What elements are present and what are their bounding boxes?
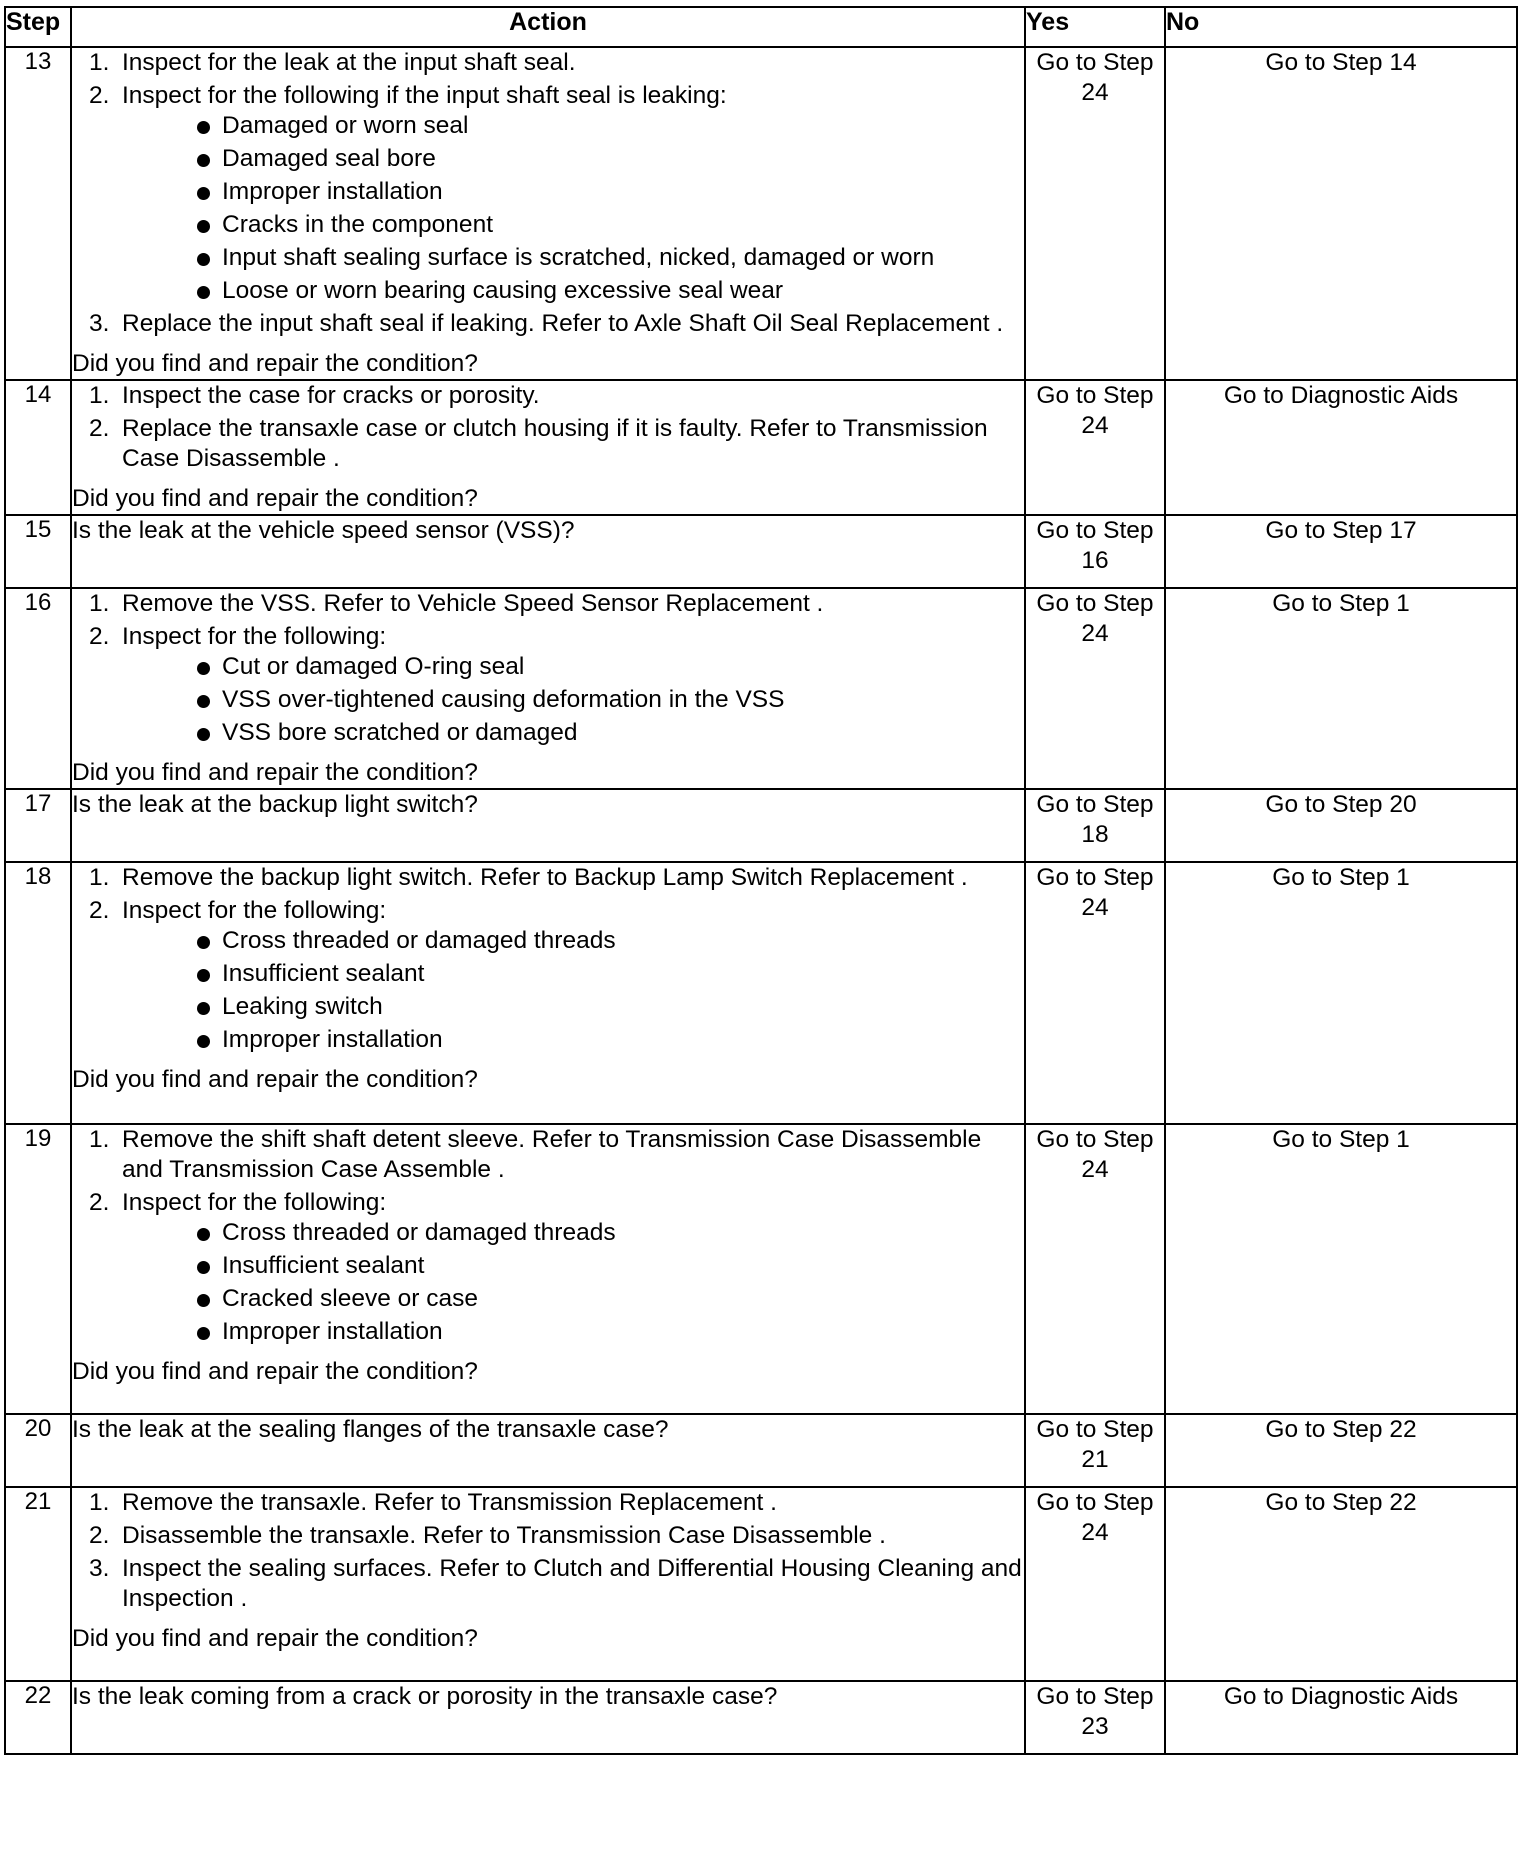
- bullet-icon: [197, 728, 210, 741]
- no-result: Go to Step 17: [1165, 515, 1517, 588]
- action-cell: [71, 1414, 1025, 1487]
- action-cell: [71, 515, 1025, 588]
- yes-result: Go to Step 24: [1025, 1487, 1165, 1681]
- action-cell: [71, 1487, 1025, 1681]
- bullet-item: Loose or worn bearing causing excessive seal wear: [122, 276, 1024, 306]
- inspection-list: [122, 111, 1024, 306]
- bullet-icon: [197, 154, 210, 167]
- table-row: [5, 789, 1517, 862]
- step-number: 15: [5, 515, 71, 588]
- table-row: [5, 588, 1517, 789]
- step-number: 18: [5, 862, 71, 1124]
- action-item: 1. Remove the transaxle. Refer to Transmission Replacement .: [89, 1489, 777, 1516]
- action-item: 2. Inspect for the following: Cross threaded or damaged threads Insufficient sealant Cracked sleeve or case Improper installation: [72, 1188, 1024, 1347]
- action-cell: [71, 380, 1025, 515]
- no-result: Go to Step 22: [1165, 1487, 1517, 1681]
- step-number: 16: [5, 588, 71, 789]
- bullet-icon: [197, 1228, 210, 1241]
- no-result: Go to Step 1: [1165, 1124, 1517, 1414]
- bullet-icon: [197, 936, 210, 949]
- table-row: [5, 1414, 1517, 1487]
- step-number: 20: [5, 1414, 71, 1487]
- action-steps: [72, 381, 1024, 474]
- action-item: 2. Inspect for the following: Cut or damaged O-ring seal VSS over-tightened causing deformation in the VSS VSS bore scratched or damaged: [72, 622, 1024, 748]
- action-steps: [72, 863, 1024, 1055]
- no-result: Go to Step 22: [1165, 1414, 1517, 1487]
- inspection-list: [122, 926, 1024, 1055]
- bullet-item: Damaged or worn seal: [122, 111, 1024, 141]
- bullet-item: Improper installation: [122, 1025, 1024, 1055]
- yes-result: Go to Step 24: [1025, 1124, 1165, 1414]
- step-number: 14: [5, 380, 71, 515]
- action-item: 2. Inspect for the following if the input shaft seal is leaking: Damaged or worn seal Damaged seal bore Improper installation Cracks in the component Input shaft sealing surface is scratched, nicked, damaged or worn Loose or worn bearing causing excessive seal wear: [72, 81, 1024, 306]
- action-item: 1. Remove the VSS. Refer to Vehicle Speed Sensor Replacement .: [89, 590, 824, 617]
- bullet-item: Cut or damaged O-ring seal: [122, 652, 1024, 682]
- bullet-item: Input shaft sealing surface is scratched, nicked, damaged or worn: [122, 243, 1024, 273]
- table-row: [5, 515, 1517, 588]
- yes-result: Go to Step 24: [1025, 47, 1165, 380]
- action-cell: [71, 588, 1025, 789]
- action-steps: [72, 48, 1024, 339]
- condition-question: Did you find and repair the condition?: [72, 485, 478, 512]
- diagnostic-table-container: [4, 6, 1516, 1755]
- step-number: 21: [5, 1487, 71, 1681]
- bullet-icon: [197, 286, 210, 299]
- header-no: No: [1165, 7, 1517, 47]
- bullet-icon: [197, 1035, 210, 1048]
- condition-question: Is the leak at the vehicle speed sensor (VSS)?: [72, 517, 575, 544]
- condition-question: Is the leak at the backup light switch?: [72, 791, 478, 818]
- bullet-icon: [197, 1002, 210, 1015]
- table-row: [5, 862, 1517, 1124]
- bullet-item: VSS bore scratched or damaged: [122, 718, 1024, 748]
- bullet-item: Improper installation: [122, 177, 1024, 207]
- bullet-icon: [197, 969, 210, 982]
- action-item: 3. Replace the input shaft seal if leaking. Refer to Axle Shaft Oil Seal Replacement .: [89, 310, 1004, 337]
- bullet-item: Insufficient sealant: [122, 1251, 1024, 1281]
- action-item: 1. Inspect for the leak at the input shaft seal.: [89, 49, 576, 76]
- bullet-icon: [197, 1327, 210, 1340]
- step-number: 22: [5, 1681, 71, 1754]
- action-item: 1. Remove the backup light switch. Refer to Backup Lamp Switch Replacement .: [89, 864, 968, 891]
- action-steps: [72, 589, 1024, 748]
- yes-result: Go to Step 24: [1025, 588, 1165, 789]
- condition-question: Did you find and repair the condition?: [72, 1625, 478, 1652]
- bullet-icon: [197, 1261, 210, 1274]
- action-cell: [71, 789, 1025, 862]
- action-item: 2. Inspect for the following: Cross threaded or damaged threads Insufficient sealant Leaking switch Improper installation: [72, 896, 1024, 1055]
- condition-question: Did you find and repair the condition?: [72, 1066, 478, 1093]
- action-item: 3. Inspect the sealing surfaces. Refer to Clutch and Differential Housing Cleaning and Inspection .: [89, 1555, 1022, 1612]
- yes-result: Go to Step 16: [1025, 515, 1165, 588]
- no-result: Go to Step 1: [1165, 862, 1517, 1124]
- table-row: [5, 1681, 1517, 1754]
- condition-question: Did you find and repair the condition?: [72, 350, 478, 377]
- action-item: 2. Replace the transaxle case or clutch housing if it is faulty. Refer to Transmission Case Disassemble .: [89, 415, 988, 472]
- bullet-item: Cross threaded or damaged threads: [122, 926, 1024, 956]
- bullet-icon: [197, 220, 210, 233]
- action-steps: [72, 1488, 1024, 1614]
- step-number: 13: [5, 47, 71, 380]
- no-result: Go to Step 20: [1165, 789, 1517, 862]
- action-cell: [71, 47, 1025, 380]
- bullet-item: Damaged seal bore: [122, 144, 1024, 174]
- table-row: [5, 1487, 1517, 1681]
- action-cell: [71, 862, 1025, 1124]
- inspection-list: [122, 652, 1024, 748]
- action-item: 1. Remove the shift shaft detent sleeve. Refer to Transmission Case Disassemble and Transmission Case Assemble .: [89, 1126, 982, 1183]
- bullet-item: Cross threaded or damaged threads: [122, 1218, 1024, 1248]
- header-row: [5, 7, 1517, 47]
- yes-result: Go to Step 21: [1025, 1414, 1165, 1487]
- inspection-list: [122, 1218, 1024, 1347]
- table-row: [5, 1124, 1517, 1414]
- action-item: 1. Inspect the case for cracks or porosity.: [89, 382, 540, 409]
- bullet-item: Improper installation: [122, 1317, 1024, 1347]
- bullet-icon: [197, 695, 210, 708]
- bullet-item: Leaking switch: [122, 992, 1024, 1022]
- no-result: Go to Step 14: [1165, 47, 1517, 380]
- header-action: Action: [71, 7, 1025, 47]
- condition-question: Did you find and repair the condition?: [72, 759, 478, 786]
- bullet-item: VSS over-tightened causing deformation in the VSS: [122, 685, 1024, 715]
- no-result: Go to Step 1: [1165, 588, 1517, 789]
- no-result: Go to Diagnostic Aids: [1165, 1681, 1517, 1754]
- bullet-item: Insufficient sealant: [122, 959, 1024, 989]
- bullet-icon: [197, 253, 210, 266]
- header-step: Step: [5, 7, 71, 47]
- step-number: 17: [5, 789, 71, 862]
- action-item: 2. Disassemble the transaxle. Refer to Transmission Case Disassemble .: [89, 1522, 886, 1549]
- yes-result: Go to Step 23: [1025, 1681, 1165, 1754]
- condition-question: Is the leak coming from a crack or porosity in the transaxle case?: [72, 1683, 778, 1710]
- diagnostic-table: [4, 6, 1518, 1755]
- bullet-item: Cracks in the component: [122, 210, 1024, 240]
- action-cell: [71, 1124, 1025, 1414]
- yes-result: Go to Step 24: [1025, 862, 1165, 1124]
- condition-question: Is the leak at the sealing flanges of the transaxle case?: [72, 1416, 669, 1443]
- table-row: [5, 47, 1517, 380]
- header-yes: Yes: [1025, 7, 1165, 47]
- yes-result: Go to Step 24: [1025, 380, 1165, 515]
- yes-result: Go to Step 18: [1025, 789, 1165, 862]
- bullet-icon: [197, 662, 210, 675]
- action-steps: [72, 1125, 1024, 1347]
- table-row: [5, 380, 1517, 515]
- action-cell: [71, 1681, 1025, 1754]
- bullet-icon: [197, 121, 210, 134]
- condition-question: Did you find and repair the condition?: [72, 1358, 478, 1385]
- bullet-icon: [197, 1294, 210, 1307]
- no-result: Go to Diagnostic Aids: [1165, 380, 1517, 515]
- step-number: 19: [5, 1124, 71, 1414]
- bullet-item: Cracked sleeve or case: [122, 1284, 1024, 1314]
- bullet-icon: [197, 187, 210, 200]
